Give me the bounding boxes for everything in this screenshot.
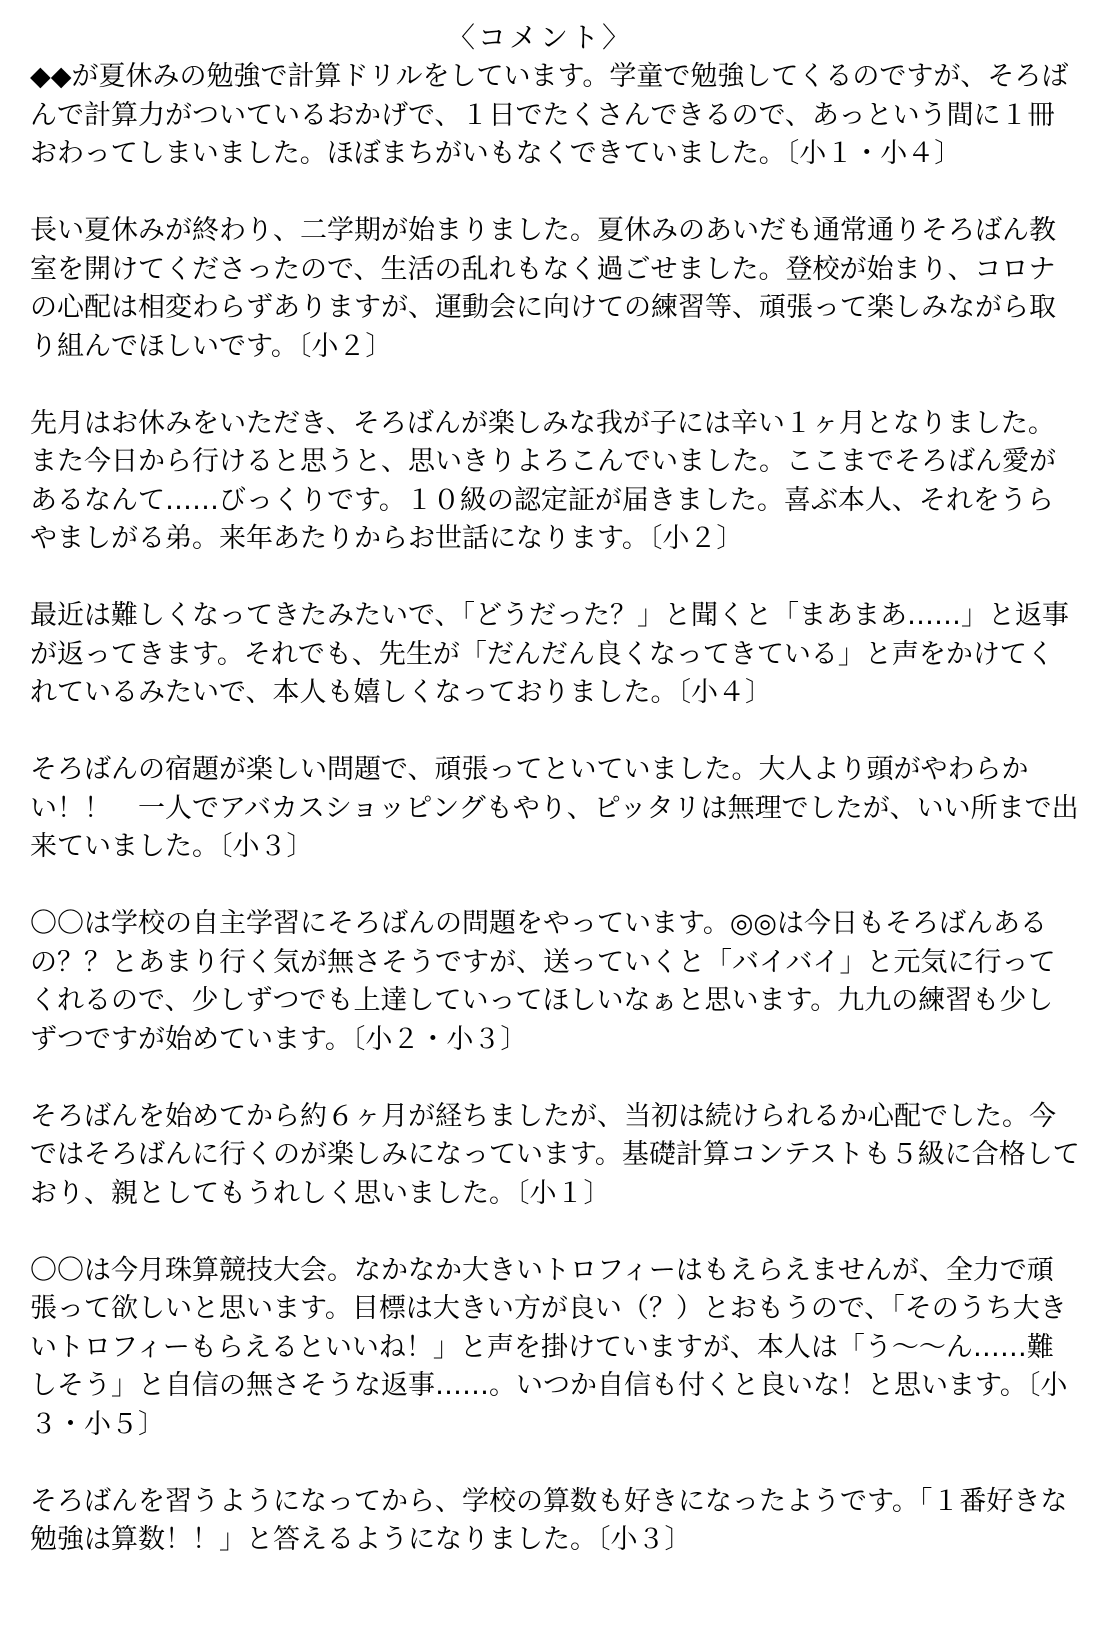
comment-item: そろばんを習うようになってから、学校の算数も好きになったようです。「１番好きな勉強は算数！！」と答えるようになりました。〔小３〕 — [30, 1485, 1068, 1555]
comment-item: 〇〇は学校の自主学習にそろばんの問題をやっています。◎◎は今日もそろばんあるの？？とあまり行く気が無さそうですが、送っていくと「バイバイ」と元気に行ってくれるので、少しずつでも上達していってほしいなぁと思います。九九の練習も少しずつですが始めています。〔小２・小３〕 — [30, 908, 1056, 1055]
page-title: 〈コメント〉 — [446, 21, 633, 54]
comment-item: 先月はお休みをいただき、そろばんが楽しみな我が子には辛い１ヶ月となりました。また今日から行けると思うと、思いきりよろこんでいました。ここまでそろばん愛があるなんて……びっくりです。１０級の認定証が届きました。喜ぶ本人、それをうらやましがる弟。来年あたりからお世話になります。〔小２〕 — [30, 407, 1056, 554]
comment-item: そろばんの宿題が楽しい問題で、頑張ってといていました。大人より頭がやわらかい！！ 一人でアバカスショッピングもやり、ピッタリは無理でしたが、いい所まで出来ていました。〔小３〕 — [30, 754, 1079, 862]
comment-item: そろばんを始めてから約６ヶ月が経ちましたが、当初は続けられるか心配でした。今ではそろばんに行くのが楽しみになっています。基礎計算コンテストも５級に合格しており、親としてもうれしく思いました。〔小１〕 — [30, 1100, 1080, 1209]
comment-page — [30, 18, 1080, 1560]
comment-item: 〇〇は今月珠算競技大会。なかなか大きいトロフィーはもえらえませんが、全力で頑張って欲しいと思います。目標は大きい方が良い（？）とおもうので、「そのうち大きいトロフィーもらえるといいね！」と声を掛けていますが、本人は「う〜〜ん……難しそう」と自信の無さそうな返事……。いつか自信も付くと良いな！と思います。〔小３・小５〕 — [30, 1254, 1068, 1440]
comment-item: 最近は難しくなってきたみたいで、「どうだった？」と聞くと「まあまあ……」と返事が返ってきます。それでも、先生が「だんだん良くなってきている」と声をかけてくれているみたいで、本人も嬉しくなっておりました。〔小４〕 — [30, 600, 1069, 708]
comment-list — [30, 58, 1080, 1560]
comment-item: 長い夏休みが終わり、二学期が始まりました。夏休みのあいだも通常通りそろばん教室を開けてくださったので、生活の乱れもなく過ごせました。登校が始まり、コロナの心配は相変わらずありますが、運動会に向けての練習等、頑張って楽しみながら取り組んでほしいです。〔小２〕 — [30, 215, 1056, 362]
comment-item: ◆◆が夏休みの勉強で計算ドリルをしています。学童で勉強してくるのですが、そろばんで計算力がついているおかげで、１日でたくさんできるので、あっという間に１冊おわってしまいました。ほぼまちがいもなくできていました。〔小１・小４〕 — [30, 61, 1069, 169]
